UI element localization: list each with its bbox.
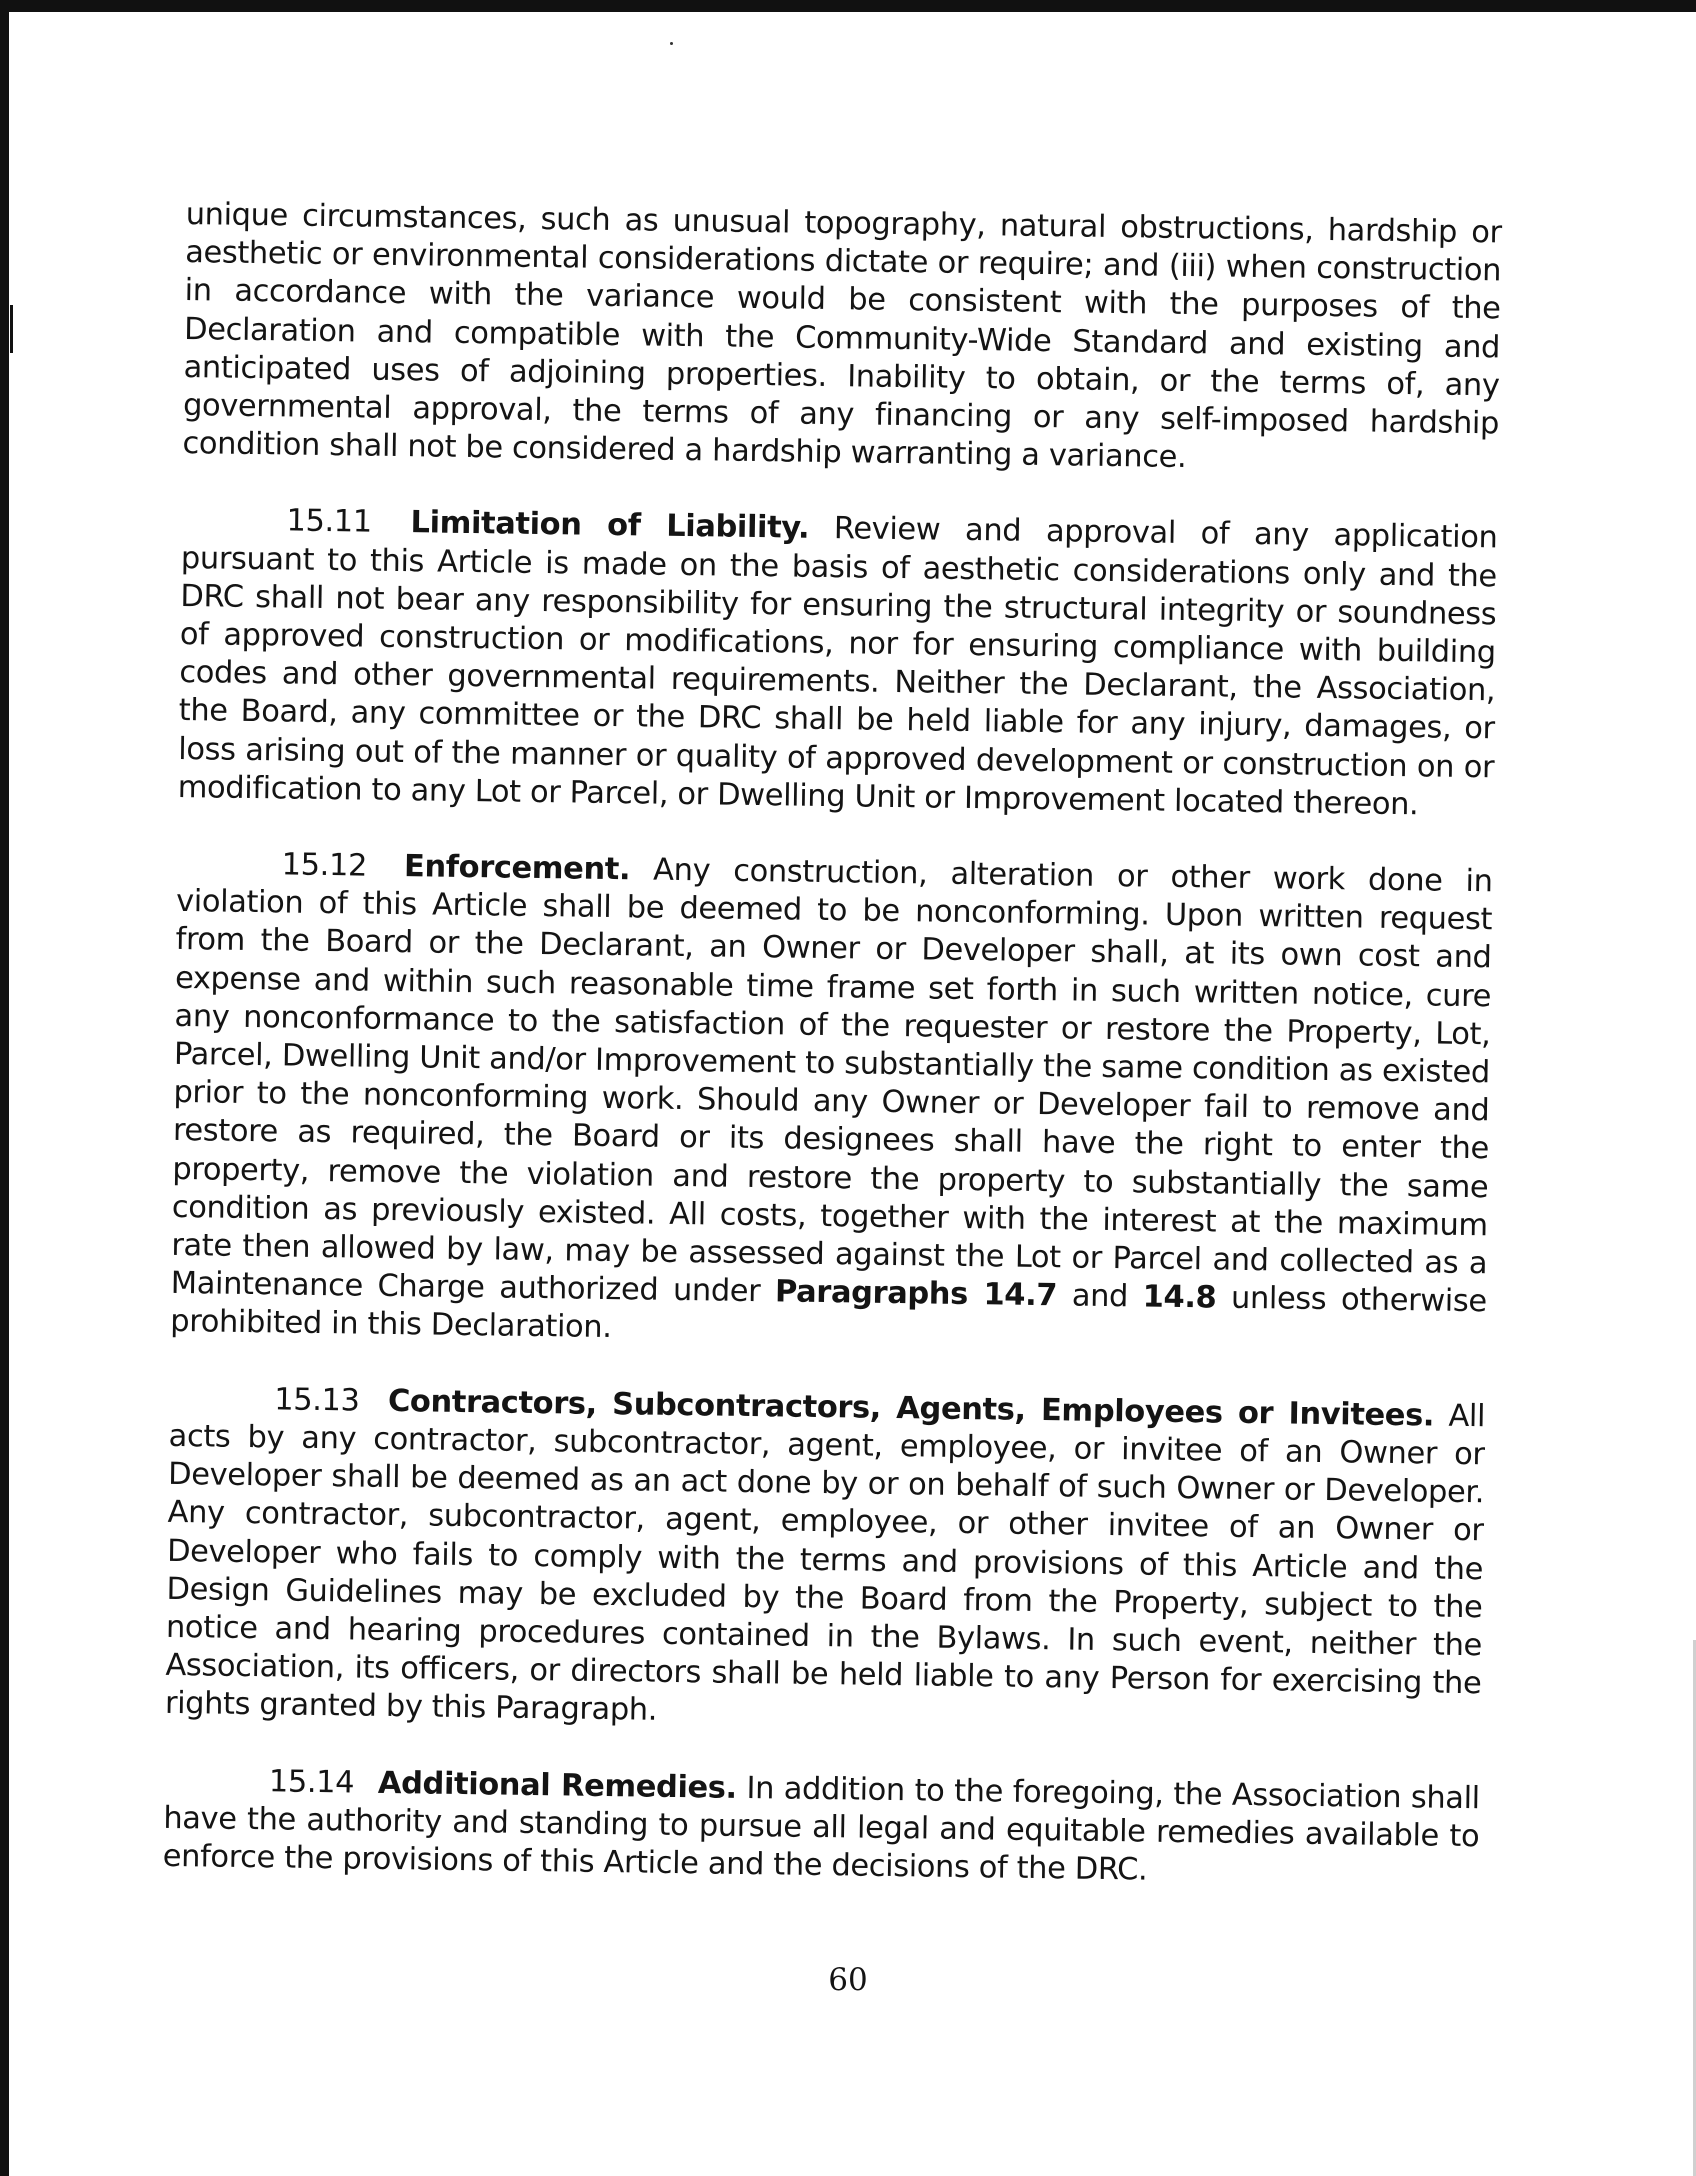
scan-speck <box>670 42 673 45</box>
section-text: Any construction, alteration or other work done in violation of this Article shall be deemed to be nonconforming. Upon written request from the Board or the Declarant, an Owner or Developer shall, at its own cost and expense and within such reasonable time frame set forth in such written notice, cure any nonconformance to the satisfaction of the requester or restore the Property, Lot, Parcel, Dwelling Unit and/or Improvement to substantially the same condition as existed prior to the nonconforming work. Should any Owner or Developer fail to remove and restore as required, the Board or its designees shall have the right to enter the property, remove the violation and restore the property to substantially the same condition as previously existed. All costs, together with the interest at the maximum rate then allowed by law, may be assessed against the Lot or Parcel and collected as a Maintenance Charge authorized under <box>170 852 1493 1310</box>
continuation-paragraph: unique circumstances, such as unusual topography, natural obstructions, hardship or aesthetic or environmental considerations dictate or require; and (iii) when construction in accordance with the variance would be consistent with the purposes of the Declaration and compatible with the Community-Wide Standard and existing and anticipated uses of adjoining properties. Inability to obtain, or the terms of, any governmental approval, the terms of any financing or any self-imposed hardship condition shall not be considered a hardship warranting a variance. <box>182 196 1502 476</box>
section-15-14 <box>163 1761 1480 1894</box>
section-text: In addition to the foregoing, the Association shall have the authority and standing to pursue all legal and equitable remedies available to enforce the provisions of this Article and the decisions of the DRC. <box>162 1770 1480 1888</box>
margin-mark <box>10 305 13 353</box>
paragraph-indent <box>181 529 286 530</box>
section-number: 15.13 <box>273 1382 360 1419</box>
scan-left-border <box>0 0 9 2176</box>
section-15-13 <box>165 1380 1486 1742</box>
paragraph-indent <box>169 1408 274 1409</box>
page-number: 60 <box>828 1962 868 1998</box>
section-number: 15.14 <box>268 1763 355 1801</box>
document-body <box>162 196 1502 1932</box>
section-text-end: unless otherwise prohibited in this Declaration. <box>170 1280 1487 1346</box>
section-heading: Limitation of Liability. <box>410 505 810 547</box>
section-heading: Contractors, Subcontractors, Agents, Employees or Invitees. <box>387 1383 1435 1434</box>
paragraph-indent <box>164 1789 269 1790</box>
paragraph-indent <box>177 873 282 874</box>
section-text: All acts by any contractor, subcontractor, agent, employee, or invitee of an Owner or Developer shall be deemed as an act done by or on behalf of such Owner or Developer. Any contractor, subcontractor, agent, employee, or other invitee of an Owner or Developer who fails to comply with the terms and provisions of this Article and the Design Guidelines may be excluded by the Board from the Property, subject to the notice and hearing procedures contained in the Bylaws. In such event, neither the Association, its officers, or directors shall be held liable to any Person for exercising the rights granted by this Paragraph. <box>164 1398 1486 1729</box>
conjunction-text: and <box>1071 1278 1129 1315</box>
section-number: 15.12 <box>281 847 368 884</box>
paragraph-reference: 14.8 <box>1142 1279 1217 1316</box>
section-heading: Additional Remedies. <box>377 1765 738 1806</box>
section-text: Review and approval of any application pursuant to this Article is made on the basis of aesthetic considerations only and the DRC shall not bear any responsibility for ensuring the structural integrity or soundness of approved construction or modifications, nor for ensuring compliance with building codes and other governmental requirements. Neither the Declarant, the Association, the Board, any committee or the DRC shall be held liable for any injury, damages, or loss arising out of the manner or quality of approved development or construction on or modification to any Lot or Parcel, or Dwelling Unit or Improvement located thereon. <box>177 511 1498 823</box>
section-15-11 <box>177 501 1497 825</box>
section-15-12 <box>170 845 1493 1360</box>
paragraph-reference: Paragraphs 14.7 <box>774 1274 1058 1314</box>
section-heading: Enforcement. <box>403 849 631 888</box>
scan-top-border <box>0 0 1696 12</box>
section-number: 15.11 <box>286 503 373 541</box>
